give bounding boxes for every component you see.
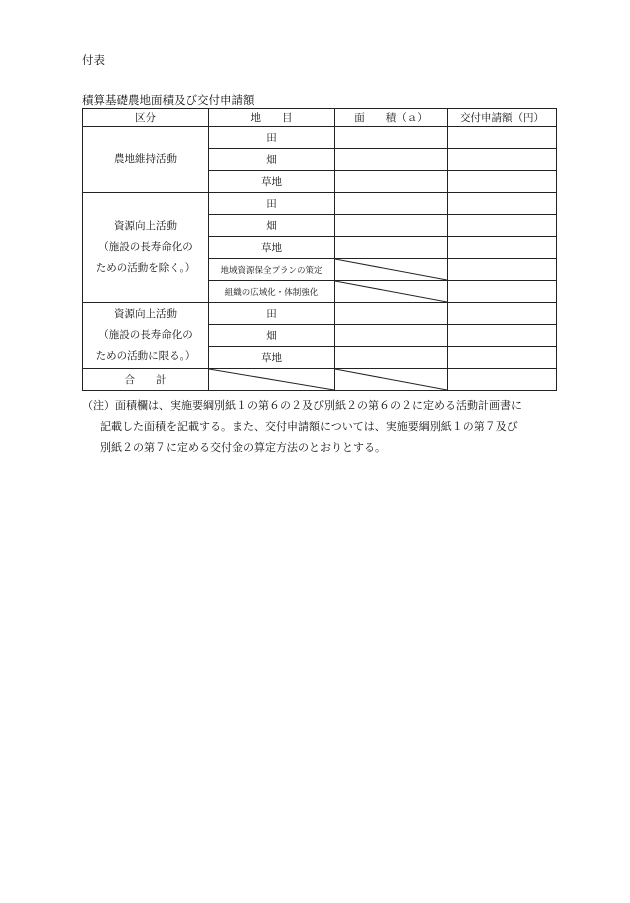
land-cell: 草地: [209, 237, 335, 259]
amount-cell: [448, 171, 557, 193]
area-cell-crossed: [335, 259, 448, 281]
table-row: [83, 127, 557, 149]
area-cell: [335, 237, 448, 259]
header-amount: 交付申請額（円）: [448, 109, 557, 127]
footnote-line: 別紙２の第７に定める交付金の算定方法のとおりとする。: [100, 441, 386, 454]
category-cell: [83, 193, 209, 303]
area-cell: [335, 303, 448, 325]
amount-cell: [448, 215, 557, 237]
land-cell: 畑: [209, 215, 335, 237]
table-title: 積算基礎農地面積及び交付申請額: [82, 93, 255, 107]
category-line: （施設の長寿命化の: [98, 241, 193, 253]
land-cell: 畑: [209, 325, 335, 347]
amount-cell: [448, 259, 557, 281]
footnote: [82, 395, 560, 458]
diagonal-line: [335, 369, 447, 390]
area-cell: [335, 215, 448, 237]
land-cell: 田: [209, 193, 335, 215]
category-line: （施設の長寿命化の: [98, 329, 193, 341]
category-line: 農地維持活動: [114, 153, 177, 165]
area-cell: [335, 149, 448, 171]
area-cell-crossed: [335, 369, 448, 391]
area-cell: [335, 193, 448, 215]
category-line: 資源向上活動: [114, 220, 177, 232]
amount-cell: [448, 347, 557, 369]
category-cell: [83, 127, 209, 193]
footnote-line: 記載した面積を記載する。また、交付申請額については、実施要綱別紙１の第７及び: [100, 420, 518, 433]
amount-cell: [448, 149, 557, 171]
land-cell: 田: [209, 303, 335, 325]
land-cell: 組織の広域化・体制強化: [209, 281, 335, 303]
category-line: ための活動に限る。）: [95, 350, 196, 362]
area-cell-crossed: [335, 281, 448, 303]
land-cell-crossed: [209, 369, 335, 391]
header-land: 地 目: [209, 109, 335, 127]
total-row: [83, 369, 557, 391]
area-cell: [335, 171, 448, 193]
amount-cell: [448, 193, 557, 215]
land-cell: 地域資源保全プランの策定: [209, 259, 335, 281]
table-row: [83, 303, 557, 325]
category-line: 資源向上活動: [114, 308, 177, 320]
amount-cell: [448, 325, 557, 347]
header-category: 区分: [83, 109, 209, 127]
land-cell: 畑: [209, 149, 335, 171]
amount-cell: [448, 237, 557, 259]
diagonal-line: [335, 259, 447, 280]
land-cell: 草地: [209, 171, 335, 193]
area-cell: [335, 347, 448, 369]
land-cell: 草地: [209, 347, 335, 369]
header-area: 面 積（ａ）: [335, 109, 448, 127]
application-table: [82, 108, 557, 391]
amount-cell: [448, 303, 557, 325]
table-row: [83, 193, 557, 215]
diagonal-line: [209, 369, 334, 390]
total-label: 合 計: [83, 369, 209, 391]
page-label: 付表: [82, 53, 105, 67]
land-cell: 田: [209, 127, 335, 149]
category-cell: [83, 303, 209, 369]
category-line: ための活動を除く。）: [95, 262, 196, 274]
header-row: [83, 109, 557, 127]
amount-cell: [448, 369, 557, 391]
amount-cell: [448, 127, 557, 149]
diagonal-line: [335, 281, 447, 302]
amount-cell: [448, 281, 557, 303]
area-cell: [335, 127, 448, 149]
area-cell: [335, 325, 448, 347]
footnote-line: （注）面積欄は、実施要綱別紙１の第６の２及び別紙２の第６の２に定める活動計画書に: [82, 399, 522, 412]
